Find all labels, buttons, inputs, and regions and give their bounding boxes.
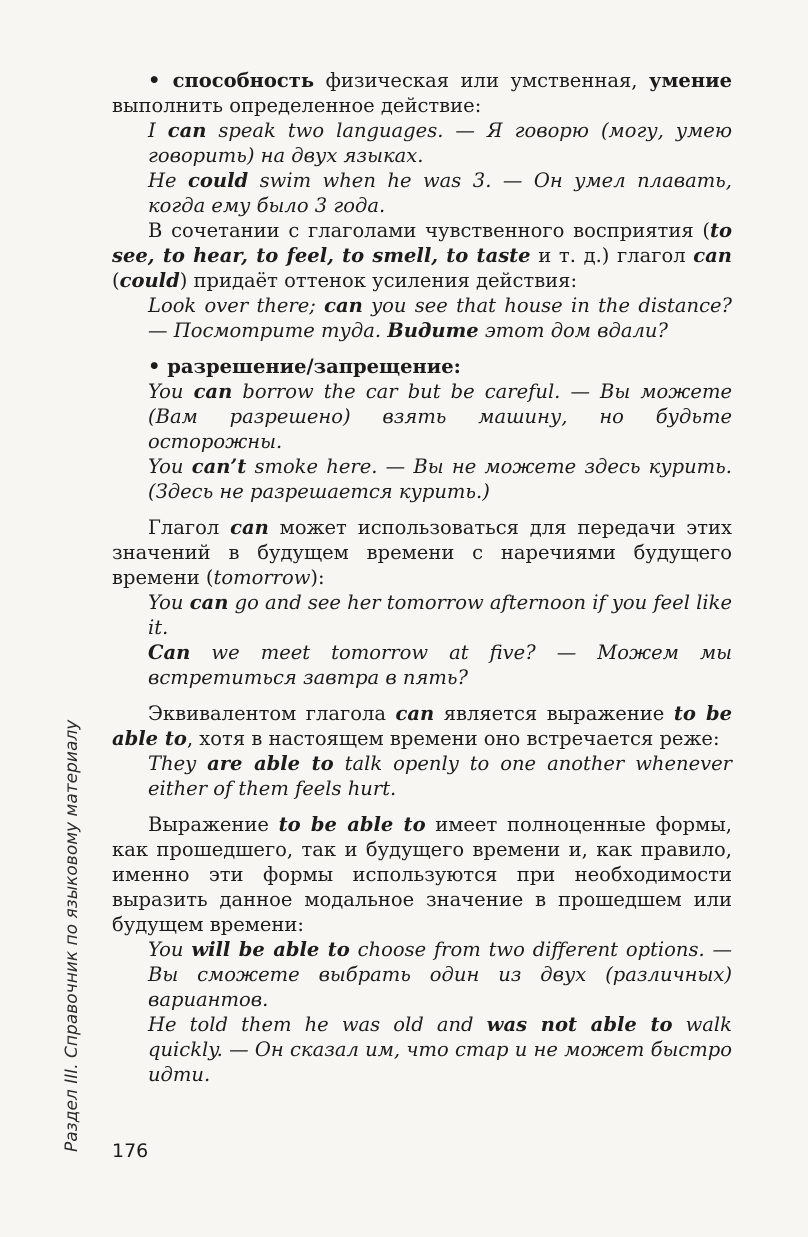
heading-permission: • разрешение/запрещение:	[148, 355, 461, 378]
paragraph-future: Глагол can может использоваться для передачи этих значений в будущем времени с наречиями будущего времени (tomorrow):	[112, 516, 732, 589]
example-smoke-here: You can’t smoke here. — Вы не можете здесь курить. (Здесь не разрешается курить.)	[148, 455, 732, 503]
example-choose-options: You will be able to choose from two different options. — Вы сможете выбрать один из двух (различных) вариантов.	[148, 938, 733, 1011]
example-walk-quickly: He told them he was old and was not able to walk quickly. — Он сказал им, что стар и не может быстро идти.	[148, 1013, 732, 1086]
example-talk-openly: They are able to talk openly to one another whenever either of them feels hurt.	[148, 752, 732, 800]
paragraph-equivalent: Эквивалентом глагола can является выражение to be able to, хотя в настоящем времени оно встречается реже:	[112, 702, 733, 750]
paragraph-full-forms: Выражение to be able to имеет полноценные формы, как прошедшего, так и будущего времени и, как правило, именно эти формы используются при необходимости выразить данное модальное значение в прошедшем или будущем времени:	[112, 813, 732, 936]
example-could-swim: He could swim when he was 3. — Он умел плавать, когда ему было 3 года.	[148, 169, 732, 217]
example-meet-tomorrow: Can we meet tomorrow at five? — Можем мы встретиться завтра в пять?	[148, 641, 732, 689]
page-body	[112, 68, 732, 1087]
example-can-speak: I can speak two languages. — Я говорю (могу, умею говорить) на двух языках.	[148, 119, 733, 167]
paragraph-ability: • способность физическая или умственная, умение выполнить определенное действие:	[112, 69, 732, 117]
example-borrow-car: You can borrow the car but be careful. — Вы можете (Вам разрешено) взять машину, но будьте осторожны.	[148, 380, 732, 453]
example-look-over-there: Look over there; can you see that house in the distance? — Посмотрите туда. Видите этот дом вдали?	[148, 294, 732, 342]
paragraph-perception: В сочетании с глаголами чувственного восприятия (to see, to hear, to feel, to smell, to taste и т. д.) глагол can (could) придаёт оттенок усиления действия:	[112, 219, 732, 292]
example-see-her-tomorrow: You can go and see her tomorrow afternoon if you feel like it.	[148, 591, 732, 639]
page-number: 176	[112, 1140, 149, 1162]
section-sidebar-label: Раздел III. Справочник по языковому материалу	[62, 719, 82, 1152]
